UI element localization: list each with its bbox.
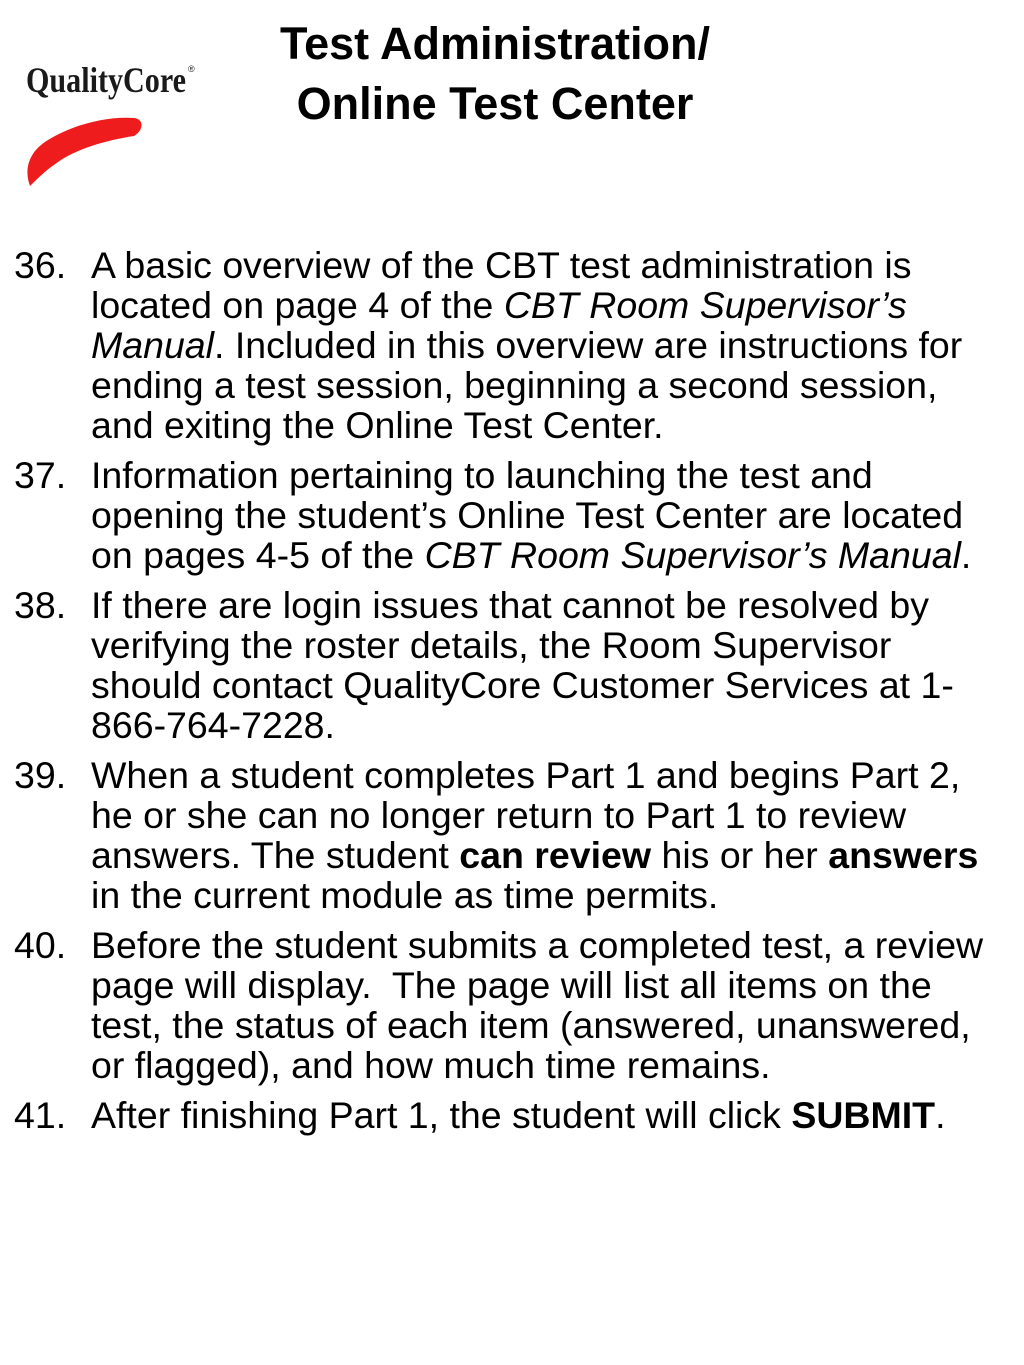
item-number: 36. — [14, 244, 67, 286]
item-number: 39. — [14, 754, 67, 796]
list-item — [0, 585, 1024, 745]
item-text: Before the student submits a completed test, a review page will display. The page will list all items on the test, the status of each item (answered, unanswered, or flagged), and how much time remains. — [91, 924, 994, 1086]
list-item — [0, 755, 1024, 915]
item-number: 40. — [14, 924, 67, 966]
list-item — [0, 245, 1024, 445]
logo-swoosh — [27, 118, 141, 186]
qualitycore-logo — [22, 58, 197, 190]
item-text: . — [960, 534, 972, 576]
item-number: 41. — [14, 1094, 67, 1136]
emphasis-can-review: can review — [459, 834, 652, 876]
qualitycore-logo-graphic — [22, 58, 197, 190]
item-text: When a student completes Part 1 and begins Part 2, he or she can no longer return to Part 1 to review answers. The student — [91, 754, 961, 876]
item-text: A basic overview of the CBT test administration is located on page 4 of the — [91, 244, 912, 326]
title-line-2: Online Test Center — [296, 78, 694, 129]
manual-title: CBT Room Supervisor’s Manual — [91, 284, 907, 366]
item-text: . Included in this overview are instructions for ending a test session, beginning a second session, and exiting the Online Test Center. — [91, 324, 963, 446]
emphasis-answers: answers — [828, 834, 979, 876]
item-text: in the current module as time permits. — [91, 874, 719, 916]
logo-trademark: ® — [188, 64, 195, 74]
instruction-list — [0, 245, 1024, 1145]
item-text: After finishing Part 1, the student will click — [91, 1094, 792, 1136]
manual-title: CBT Room Supervisor’s Manual — [424, 534, 961, 576]
list-item — [0, 455, 1024, 575]
item-number: 38. — [14, 584, 67, 626]
title-line-1: Test Administration/ — [279, 18, 711, 69]
list-item — [0, 925, 1024, 1085]
item-text: If there are login issues that cannot be resolved by verifying the roster details, the Room Supervisor should contact QualityCore Customer Services at 1-866-764-7228. — [91, 584, 954, 746]
item-text: his or her — [651, 834, 829, 876]
item-text: . — [935, 1094, 946, 1136]
item-number: 37. — [14, 454, 67, 496]
emphasis-submit: SUBMIT — [791, 1094, 936, 1136]
list-item — [0, 1095, 1024, 1135]
page-title — [195, 14, 795, 134]
item-text: Information pertaining to launching the test and opening the student’s Online Test Center are located on pages 4-5 of the — [91, 454, 964, 576]
logo-wordmark: QualityCore — [26, 60, 187, 100]
